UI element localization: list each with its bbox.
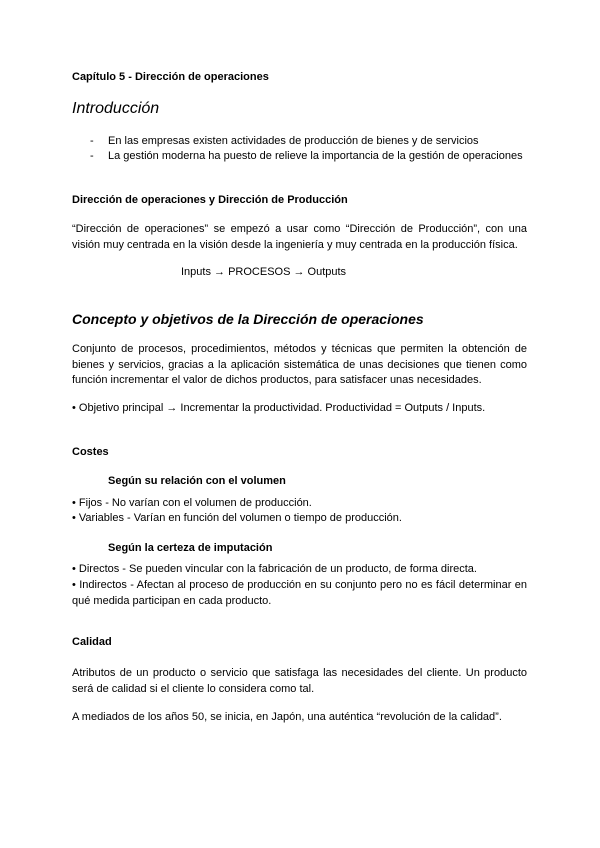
costes-imputacion-subheading: Según la certeza de imputación (108, 542, 273, 554)
intro-bullet: La gestión moderna ha puesto de relieve la importancia de la gestión de operaciones (108, 150, 523, 162)
intro-bullet: En las empresas existen actividades de producción de bienes y de servicios (108, 135, 479, 147)
objective-line: • Objetivo principal → Incrementar la productividad. Productividad = Outputs / Inputs. (72, 402, 486, 414)
coste-item: • Variables - Varían en función del volumen o tiempo de producción. (72, 512, 402, 524)
concepto-heading: Concepto y objetivos de la Dirección de operaciones (72, 311, 424, 327)
coste-item: • Fijos - No varían con el volumen de producción. (72, 497, 312, 509)
calidad-heading: Calidad (72, 636, 112, 648)
chapter-title: Capítulo 5 - Dirección de operaciones (72, 71, 269, 83)
flow-line: Inputs → PROCESOS → Outputs (181, 266, 347, 278)
coste-item: • Indirectos - Afectan al proceso de producción en su conjunto pero no es fácil determinar en qué medida participan en cada producto. (72, 579, 527, 607)
coste-item: • Directos - Se pueden vincular con la fabricación de un producto, de forma directa. (72, 563, 477, 575)
calidad-paragraph: Atributos de un producto o servicio que satisfaga las necesidades del cliente. Un producto será de calidad si el cliente lo considera como tal. (72, 667, 527, 695)
concepto-paragraph: Conjunto de procesos, procedimientos, métodos y técnicas que permiten la obtención de bienes y servicios, gracias a la aplicación sistemática de unas decisiones que tienen como función incrementar el valor de dichos productos, para satisfacer unas necesidades. (72, 343, 527, 386)
dir-ops-heading: Dirección de operaciones y Dirección de Producción (72, 194, 348, 206)
calidad-paragraph-2: A mediados de los años 50, se inicia, en Japón, una auténtica “revolución de la calidad”. (72, 711, 502, 723)
bullet-dash: - (90, 150, 94, 162)
costes-volumen-subheading: Según su relación con el volumen (108, 475, 286, 487)
intro-heading: Introducción (72, 100, 160, 117)
bullet-dash: - (90, 135, 94, 147)
dir-ops-paragraph: “Dirección de operaciones” se empezó a usar como “Dirección de Producción”, con una visión muy centrada en la visión desde la ingeniería y muy centrada en la producción física. (72, 223, 527, 251)
costes-heading: Costes (72, 446, 109, 458)
